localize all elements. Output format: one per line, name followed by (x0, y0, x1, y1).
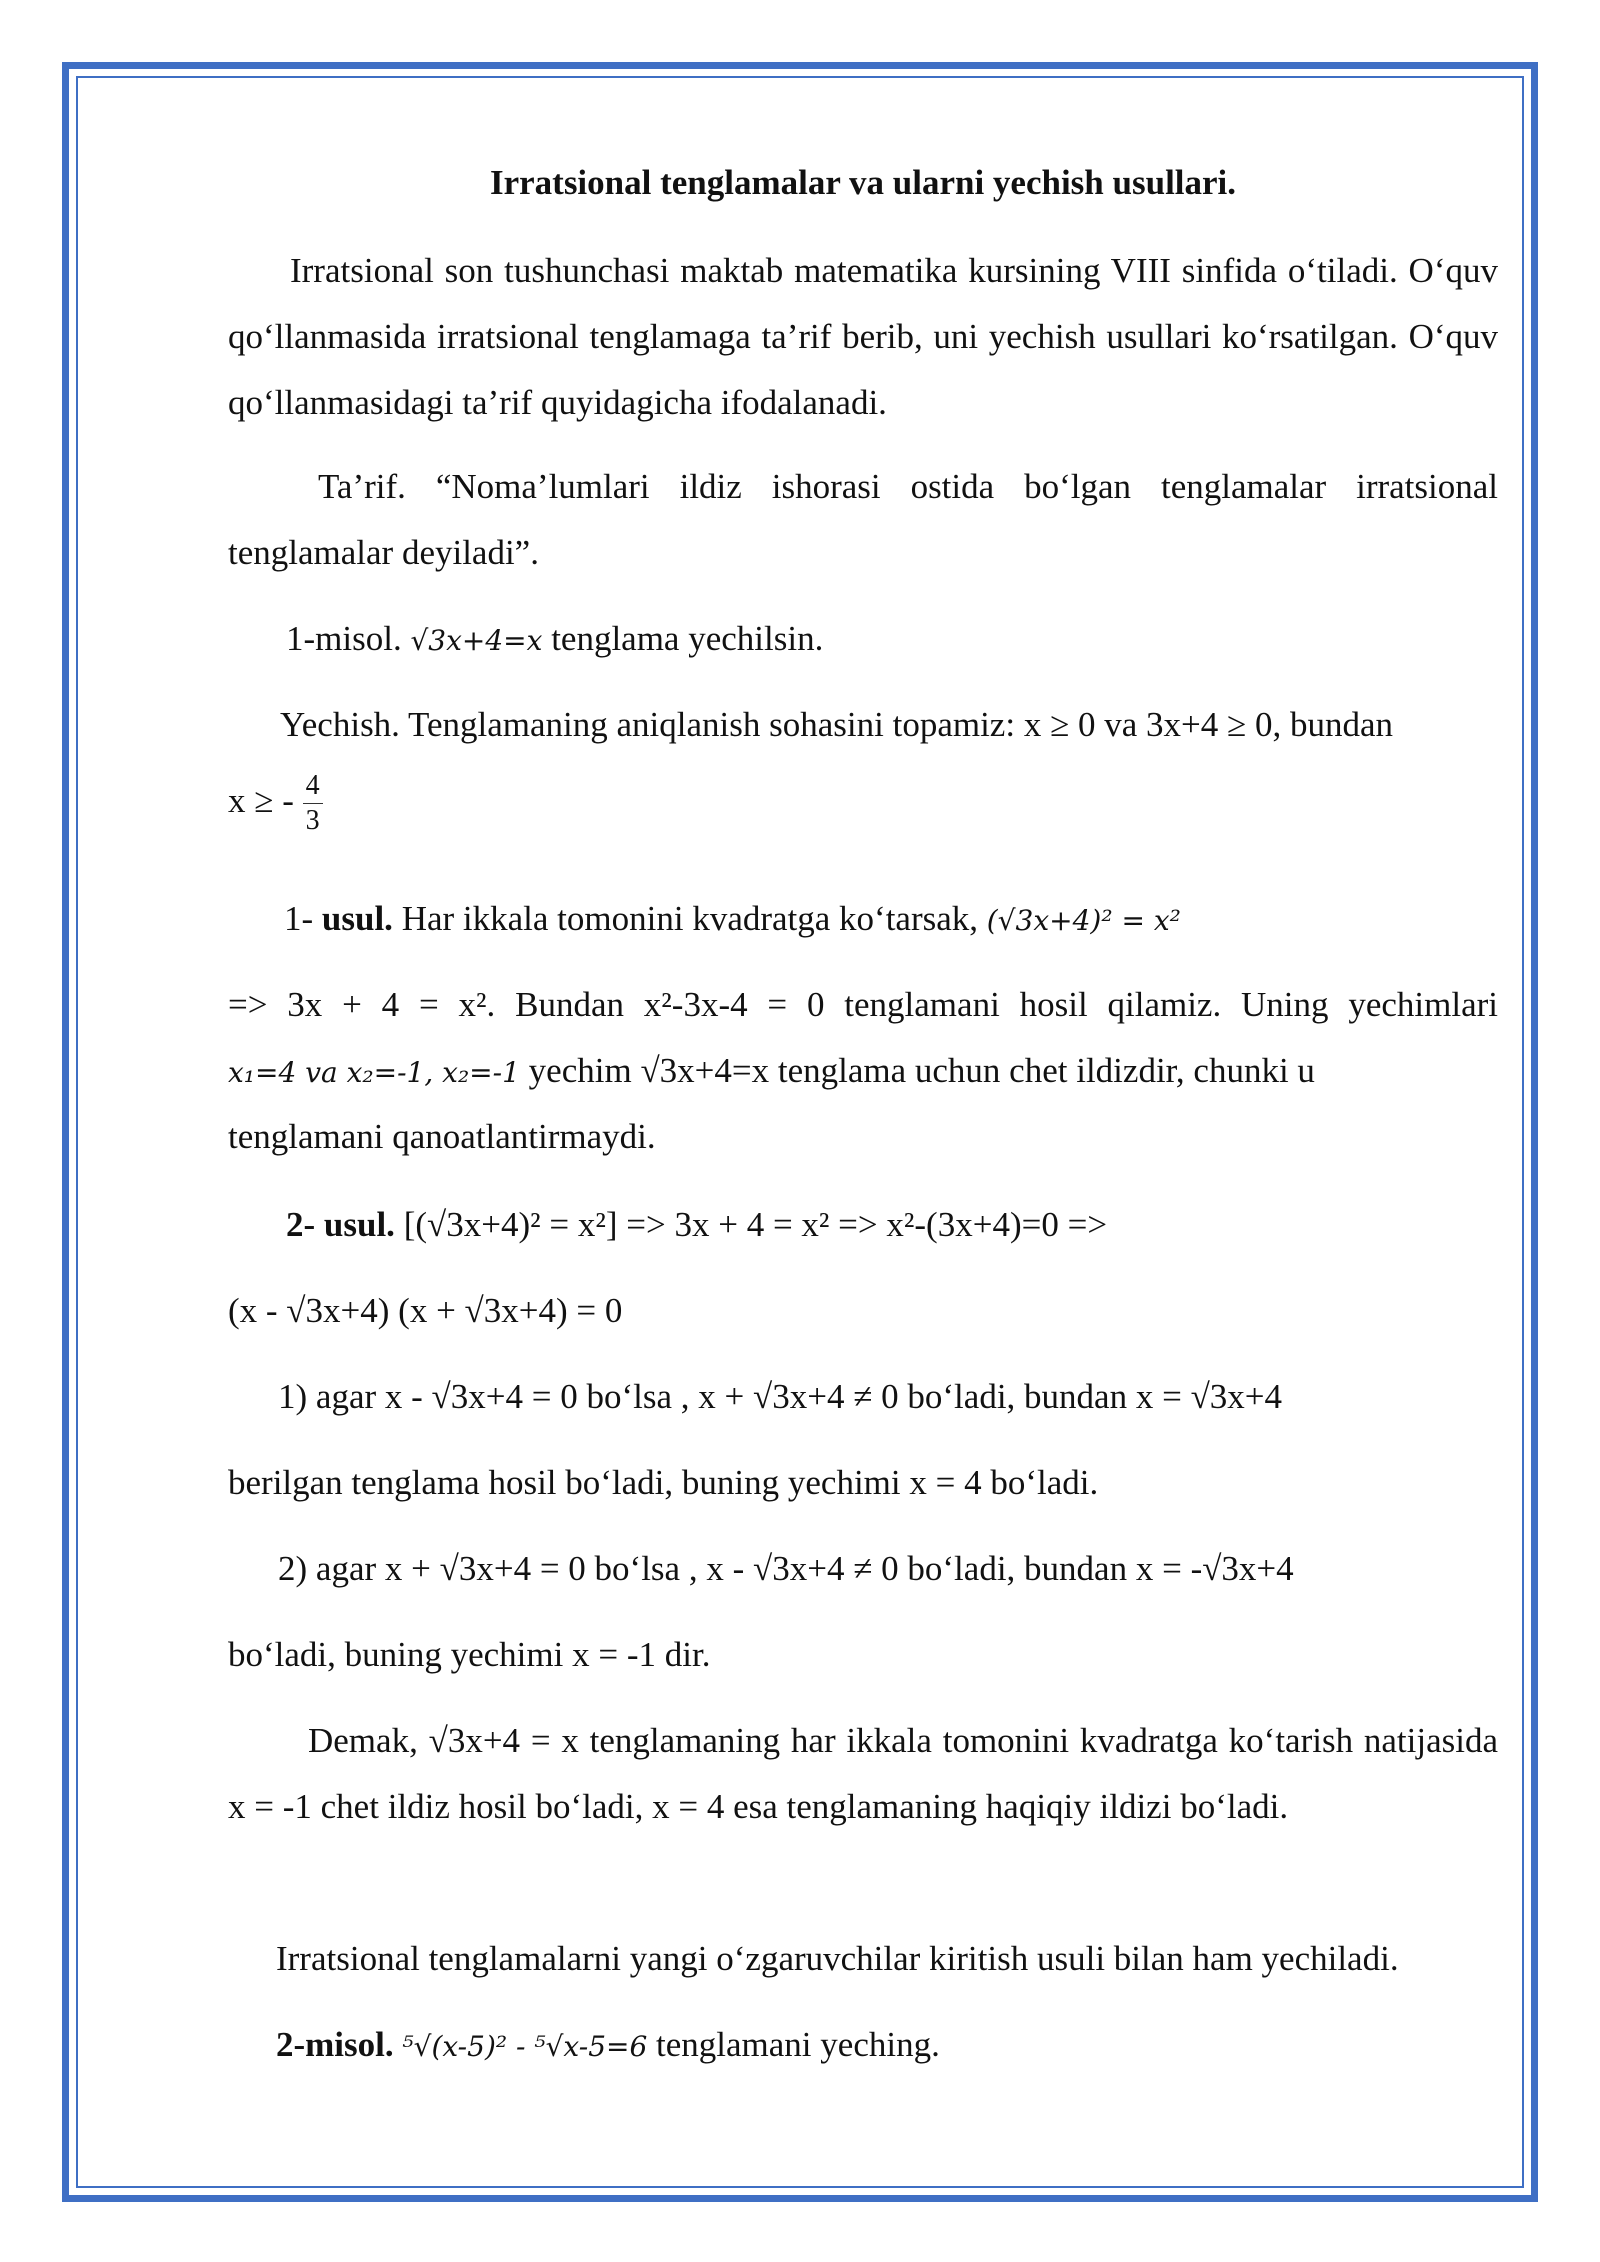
method1-formula: (√3x+4)² = x² (986, 904, 1181, 937)
method1-line2: => 3x + 4 = x². Bundan x²-3x-4 = 0 tenglamani hosil qilamiz. Uning yechimlari (228, 985, 1498, 1024)
example2-label: 2-misol. (276, 2025, 394, 2064)
method2-case1: 1) agar x - √3x+4 = 0 bo‘lsa , x + √3x+4 ≠ 0 bo‘ladi, bundan x = √3x+4 (278, 1377, 1283, 1416)
method2-case2: 2) agar x + √3x+4 = 0 bo‘lsa , x - √3x+4 ≠ 0 bo‘ladi, bundan x = -√3x+4 (278, 1549, 1294, 1588)
intro-paragraph: Irratsional son tushunchasi maktab matematika kursining VIII sinfida o‘tiladi. O‘quv qo‘llanmasida irratsional tenglamaga ta’rif berib, uni yechish usullari ko‘rsatilgan. O‘quv qo‘llanmasidagi ta’rif quyidagicha ifodalanadi. (228, 251, 1498, 422)
method1-label: usul. (321, 899, 393, 938)
method2-case1-cont: berilgan tenglama hosil bo‘ladi, buning yechimi x = 4 bo‘ladi. (228, 1463, 1099, 1502)
method1-number: 1- (284, 899, 314, 938)
definition-paragraph: Ta’rif. “Noma’lumlari ildiz ishorasi ostida bo‘lgan tenglamalar irratsional tenglamalar deyiladi”. (228, 467, 1498, 572)
solution-line1: Yechish. Tenglamaning aniqlanish sohasini topamiz: x ≥ 0 va 3x+4 ≥ 0, bundan (280, 705, 1394, 744)
method1-line4: tenglamani qanoatlantirmaydi. (228, 1117, 656, 1156)
document-title: Irratsional tenglamalar va ularni yechish usullari. (489, 163, 1237, 202)
method1-text: Har ikkala tomonini kvadratga ko‘tarsak, (401, 899, 979, 938)
method2-factored: (x - √3x+4) (x + √3x+4) = 0 (228, 1291, 623, 1330)
example2-rest: tenglamani yeching. (656, 2025, 940, 2064)
solution-line2-prefix: x ≥ - (228, 781, 294, 820)
example1-rest: tenglama yechilsin. (551, 619, 824, 658)
example1-line (286, 606, 823, 674)
new-variables-line: Irratsional tenglamalarni yangi o‘zgaruvchilar kiritish usuli bilan ham yechiladi. (276, 1939, 1399, 1978)
example1-equation: √3x+4=x (410, 624, 543, 657)
solution-line2 (228, 768, 323, 838)
solution-fraction (303, 769, 323, 838)
method1-line1 (284, 886, 1181, 954)
example1-label: 1-misol. (286, 619, 402, 658)
method2-label: 2- usul. (286, 1205, 395, 1244)
method2-line1 (286, 1192, 1107, 1258)
conclusion-paragraph: Demak, √3x+4 = x tenglamaning har ikkala tomonini kvadratga ko‘tarish natijasida x = -1 chet ildiz hosil bo‘ladi, x = 4 esa tenglamaning haqiqiy ildizi bo‘ladi. (228, 1721, 1498, 1826)
fraction-denominator: 3 (305, 805, 320, 837)
fraction-numerator: 4 (303, 769, 323, 804)
example2-equation: ⁵√(x-5)² - ⁵√x-5=6 (402, 2030, 648, 2063)
method1-line3 (228, 1038, 1315, 1106)
method2-formula: [(√3x+4)² = x²] => 3x + 4 = x² => x²-(3x+4)=0 => (403, 1205, 1108, 1244)
method2-case2-cont: bo‘ladi, buning yechimi x = -1 dir. (228, 1635, 711, 1674)
example2-line (276, 2012, 940, 2080)
method1-line3-text: yechim √3x+4=x tenglama uchun chet ildizdir, chunki u (528, 1051, 1315, 1090)
method1-roots: x₁=4 va x₂=-1, x₂=-1 (228, 1056, 520, 1089)
